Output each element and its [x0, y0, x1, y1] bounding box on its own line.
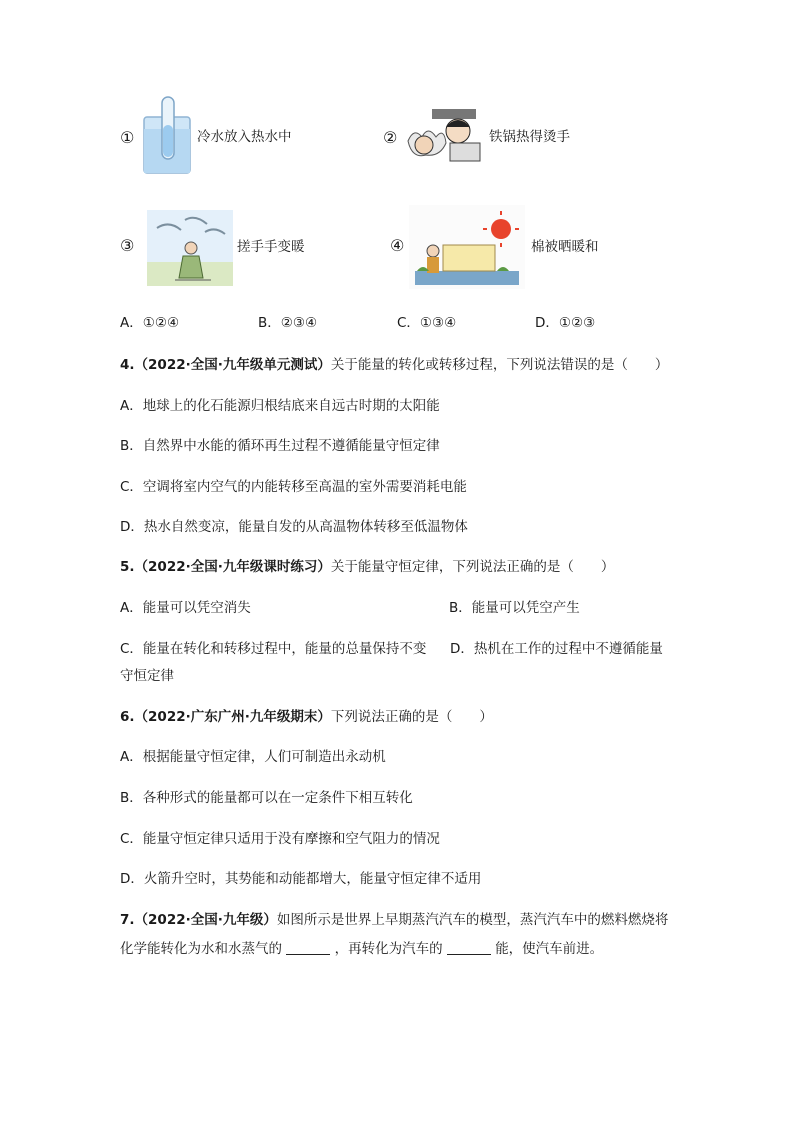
q4-option-c: C．空调将室内空气的内能转移至高温的室外需要消耗电能: [120, 479, 467, 495]
q6-number: 6.: [120, 709, 135, 725]
q5-option-c: C．能量在转化和转移过程中，能量的总量保持不变: [120, 641, 427, 657]
q3-option-c: C．①③④: [397, 315, 457, 331]
rubbing-hands-cartoon-image: [147, 210, 233, 286]
q6-source: （2022·广东广州·九年级期末）: [134, 709, 331, 725]
q7-line2-part-b: ，再转化为汽车的: [334, 941, 443, 957]
q7-number: 7.: [120, 912, 135, 928]
q7-source: （2022·全国·九年级）: [134, 912, 277, 928]
figure-1-caption: 冷水放入热水中: [197, 129, 292, 145]
q5-number: 5.: [120, 559, 135, 575]
q4-option-b: B．自然界中水能的循环再生过程不遵循能量守恒定律: [120, 438, 440, 454]
figure-3-number: ③: [120, 236, 135, 255]
q3-option-d: D．①②③: [535, 315, 596, 331]
figure-2-number: ②: [383, 128, 398, 147]
q6-option-c: C．能量守恒定律只适用于没有摩擦和空气阻力的情况: [120, 831, 440, 847]
q6-option-a: A．根据能量守恒定律，人们可制造出永动机: [120, 749, 386, 765]
q7-line2-part-a: 化学能转化为水和水蒸气的: [120, 941, 282, 957]
q5-option-b: B．能量可以凭空产生: [449, 600, 580, 616]
q6-option-d: D．火箭升空时，其势能和动能都增大，能量守恒定律不适用: [120, 871, 482, 887]
q7-stem-line1: 如图所示是世界上早期蒸汽汽车的模型，蒸汽汽车中的燃料燃烧将: [276, 912, 669, 928]
q4-source: （2022·全国·九年级单元测试）: [134, 357, 331, 373]
q6-title: [120, 707, 493, 727]
figure-4-caption: 棉被晒暖和: [531, 239, 599, 255]
q4-option-a: A．地球上的化石能源归根结底来自远古时期的太阳能: [120, 398, 440, 414]
q6-option-b: B．各种形式的能量都可以在一定条件下相互转化: [120, 790, 413, 806]
q4-number: 4.: [120, 357, 135, 373]
q4-title: [120, 355, 668, 375]
q3-option-a: A．①②④: [120, 315, 180, 331]
quilt-in-sun-cartoon-image: [409, 205, 525, 289]
q5-option-d-continued: 守恒定律: [120, 668, 174, 684]
figure-3-caption: 搓手手变暖: [237, 239, 305, 255]
test-tube-beaker-image: [140, 95, 195, 177]
q7-line2-part-c: 能，使汽车前进。: [495, 941, 604, 957]
q5-stem: 关于能量守恒定律，下列说法正确的是（ ）: [330, 559, 615, 575]
q6-stem: 下列说法正确的是（ ）: [330, 709, 493, 725]
q7-blank-1[interactable]: [286, 940, 330, 955]
figure-2-caption: 铁锅热得烫手: [489, 129, 570, 145]
q5-option-a: A．能量可以凭空消失: [120, 600, 251, 616]
q7-title: [120, 910, 668, 930]
q5-source: （2022·全国·九年级课时练习）: [134, 559, 331, 575]
q4-option-d: D．热水自然变凉，能量自发的从高温物体转移至低温物体: [120, 519, 468, 535]
q7-blank-2[interactable]: [447, 940, 491, 955]
q5-option-d: D．热机在工作的过程中不遵循能量: [450, 641, 663, 657]
iron-pot-cartoon-image: [402, 103, 488, 165]
q5-title: [120, 557, 614, 577]
q7-line2: [120, 939, 603, 959]
figure-1-number: ①: [120, 128, 135, 147]
q3-option-b: B．②③④: [258, 315, 318, 331]
q4-stem: 关于能量的转化或转移过程，下列说法错误的是（ ）: [330, 357, 669, 373]
figure-4-number: ④: [390, 236, 405, 255]
